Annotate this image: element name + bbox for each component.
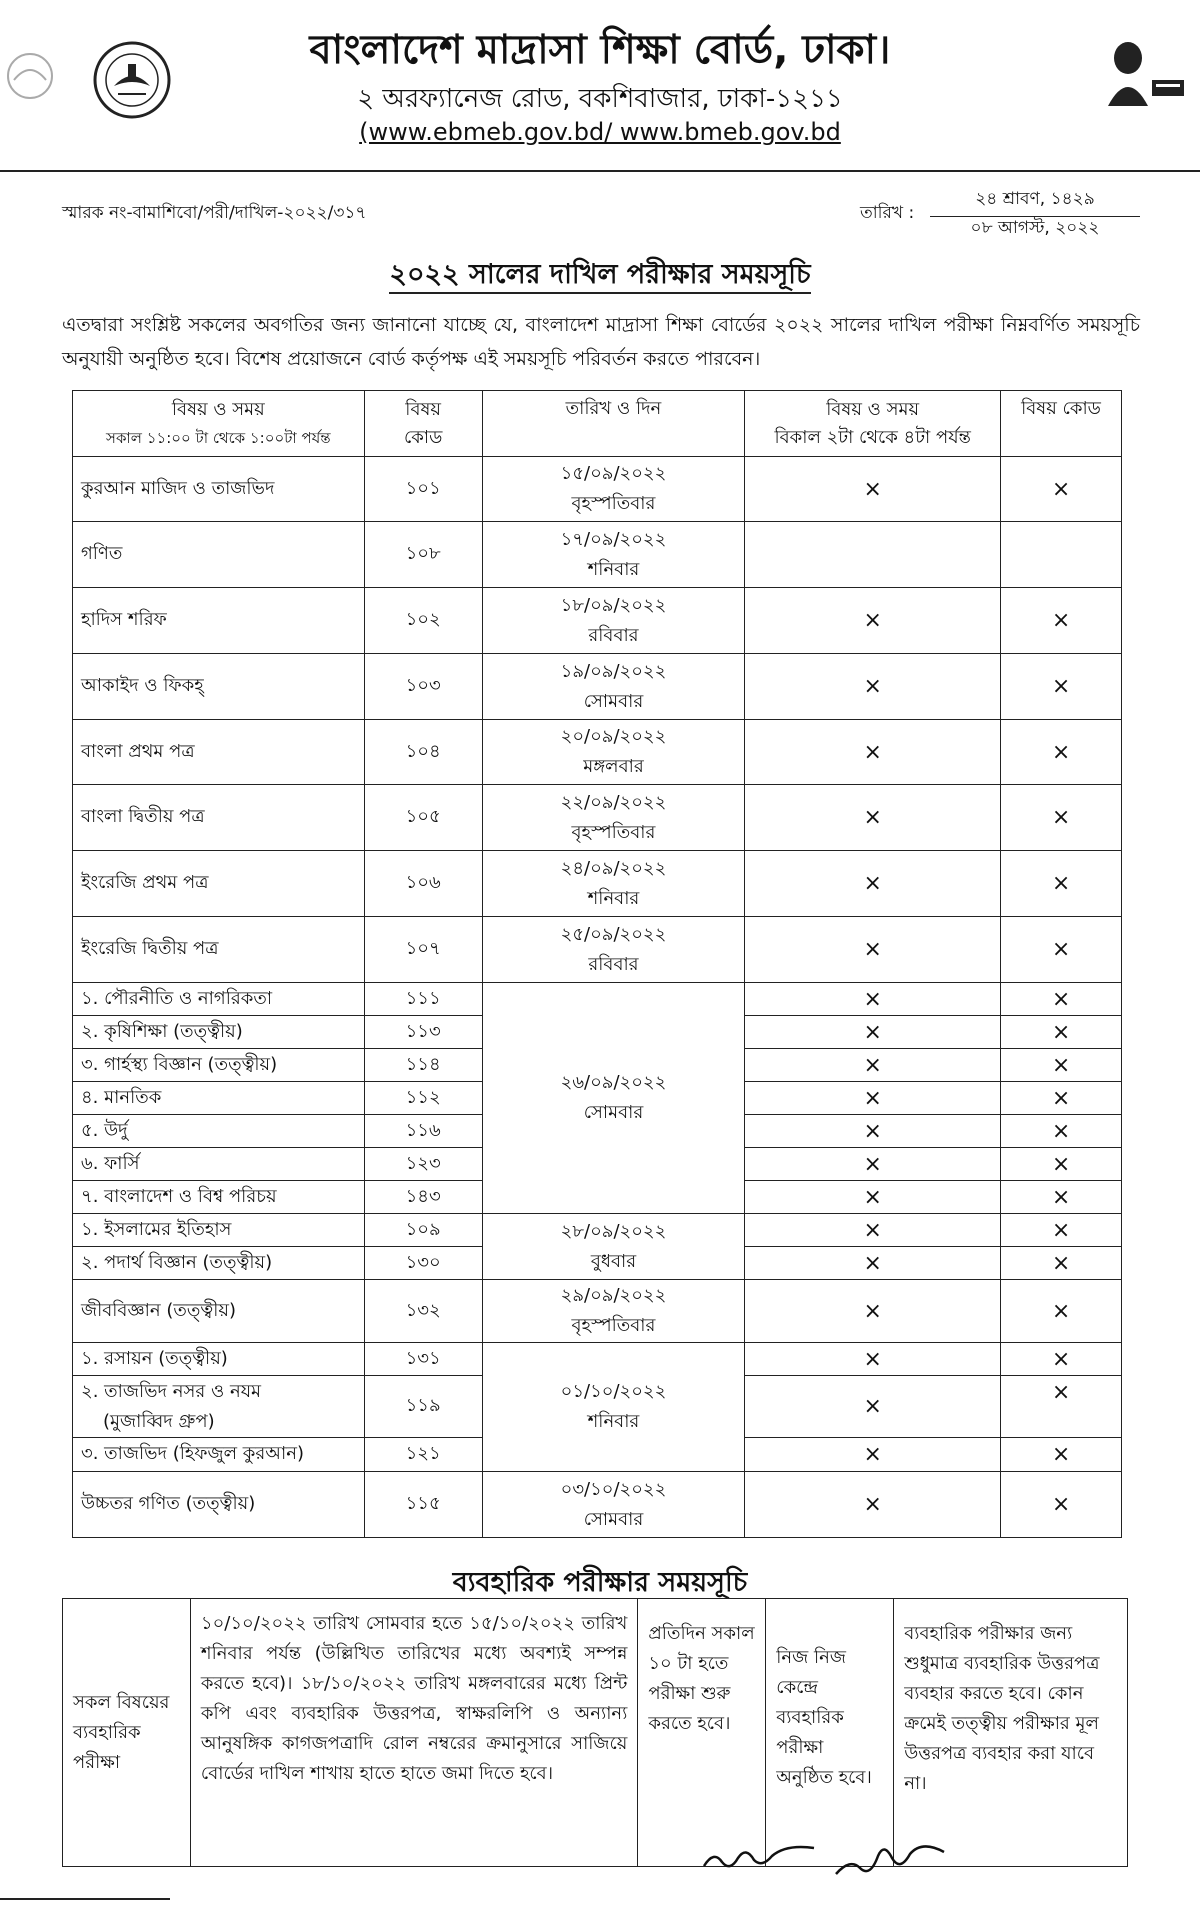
- afternoon-mark: ×: [745, 1082, 1001, 1115]
- header-date-day: তারিখ ও দিন: [482, 391, 745, 457]
- signature-1-icon: [700, 1838, 820, 1878]
- afternoon-code-mark: ×: [1001, 1148, 1122, 1181]
- table-row: [73, 785, 1122, 851]
- afternoon-mark: ×: [745, 720, 1001, 785]
- subject-cell: বাংলা প্রথম পত্র: [73, 720, 365, 785]
- subject-cell: আকাইদ ও ফিকহ্: [73, 654, 365, 720]
- afternoon-mark: ×: [745, 588, 1001, 654]
- header-divider: [0, 170, 1200, 172]
- subject-cell: ২. পদার্থ বিজ্ঞান (তত্ত্বীয়): [73, 1247, 365, 1280]
- date-cell: ২৪/০৯/২০২২ শনিবার: [482, 851, 745, 917]
- subject-cell: জীববিজ্ঞান (তত্ত্বীয়): [73, 1280, 365, 1343]
- code-cell: ১১৩: [364, 1016, 482, 1049]
- notice-title: ২০২২ সালের দাখিল পরীক্ষার সময়সূচি: [0, 254, 1200, 299]
- table-row: [73, 588, 1122, 654]
- practical-time: প্রতিদিন সকাল ১০ টা হতে পরীক্ষা শুরু করতে হবে।: [638, 1599, 766, 1867]
- table-row: [73, 851, 1122, 917]
- date-bangla: ২৪ শ্রাবণ, ১৪২৯: [930, 186, 1140, 217]
- afternoon-code-mark: ×: [1001, 457, 1122, 522]
- subject-cell: ৫. উর্দু: [73, 1115, 365, 1148]
- date-cell: ১৫/০৯/২০২২ বৃহস্পতিবার: [482, 457, 745, 522]
- exam-schedule-table: [72, 390, 1122, 1538]
- board-address: ২ অরফ্যানেজ রোড, বকশিবাজার, ঢাকা-১২১১: [357, 84, 843, 114]
- mujib-borsho-logo-icon: [1090, 38, 1190, 108]
- afternoon-mark: ×: [745, 1280, 1001, 1343]
- subject-cell: হাদিস শরিফ: [73, 588, 365, 654]
- afternoon-code-mark: ×: [1001, 1082, 1122, 1115]
- afternoon-mark: ×: [745, 654, 1001, 720]
- table-header-row: [73, 391, 1122, 457]
- subject-cell: ৭. বাংলাদেশ ও বিশ্ব পরিচয়: [73, 1181, 365, 1214]
- notice-intro: এতদ্বারা সংশ্লিষ্ট সকলের অবগতির জন্য জানানো যাচ্ছে যে, বাংলাদেশ মাদ্রাসা শিক্ষা বোর্ডের ২০২২ সালের দাখিল পরীক্ষা নিম্নবর্ণিত সময়সূচি অনুযায়ী অনুষ্ঠিত হবে। বিশেষ প্রয়োজনে বোর্ড কর্তৃপক্ষ এই সময়সূচি পরিবর্তন করতে পারবেন।: [62, 314, 1140, 370]
- practical-period: ১০/১০/২০২২ তারিখ সোমবার হতে ১৫/১০/২০২২ তারিখ শনিবার পর্যন্ত (উল্লিখিত তারিখের মধ্যে অবশ্যই সম্পন্ন করতে হবে)। ১৮/১০/২০২২ তারিখ মঙ্গলবারের মধ্যে প্রিন্ট কপি এবং ব্যবহারিক উত্তরপত্র, স্বাক্ষরলিপি ও অন্যান্য আনুষঙ্গিক কাগজপত্রাদি রোল নম্বরের ক্রমানুসারে সাজিয়ে বোর্ডের দাখিল শাখায় হাতে হাতে জমা দিতে হবে।: [190, 1599, 637, 1867]
- practical-title: ব্যবহারিক পরীক্ষার সময়সূচি: [452, 1567, 748, 1598]
- afternoon-mark: ×: [745, 1376, 1001, 1438]
- afternoon-mark: ×: [745, 1438, 1001, 1472]
- afternoon-code-empty: [1001, 522, 1122, 588]
- subject-cell: ৩. তাজভিদ (হিফজুল কুরআন): [73, 1438, 365, 1472]
- code-cell: ১১৯: [364, 1376, 482, 1438]
- afternoon-code-mark: ×: [1001, 851, 1122, 917]
- afternoon-mark: ×: [745, 1148, 1001, 1181]
- afternoon-code-mark: ×: [1001, 1049, 1122, 1082]
- subject-cell: ১. রসায়ন (তত্ত্বীয়): [73, 1343, 365, 1376]
- practical-schedule-table: [62, 1598, 1128, 1867]
- date-cell: ০৩/১০/২০২২ সোমবার: [482, 1472, 745, 1538]
- afternoon-code-mark: ×: [1001, 1472, 1122, 1538]
- afternoon-code-mark: ×: [1001, 1214, 1122, 1247]
- afternoon-mark: ×: [745, 785, 1001, 851]
- code-cell: ১৩২: [364, 1280, 482, 1343]
- code-cell: ১৩১: [364, 1343, 482, 1376]
- afternoon-code-mark: ×: [1001, 1181, 1122, 1214]
- subject-cell: ৩. গার্হস্থ্য বিজ্ঞান (তত্ত্বীয়): [73, 1049, 365, 1082]
- date-english: ০৮ আগস্ট, ২০২২: [970, 218, 1100, 238]
- code-cell: ১০১: [364, 457, 482, 522]
- code-cell: ১২৩: [364, 1148, 482, 1181]
- table-row: [73, 1280, 1122, 1343]
- date-cell: ২২/০৯/২০২২ বৃহস্পতিবার: [482, 785, 745, 851]
- practical-venue: নিজ নিজ কেন্দ্রে ব্যবহারিক পরীক্ষা অনুষ্ঠিত হবে।: [766, 1599, 894, 1867]
- code-cell: ১১৪: [364, 1049, 482, 1082]
- code-cell: ১০৩: [364, 654, 482, 720]
- table-row: [73, 1214, 1122, 1247]
- afternoon-code-mark: ×: [1001, 1247, 1122, 1280]
- afternoon-code-mark: ×: [1001, 1115, 1122, 1148]
- afternoon-code-mark: ×: [1001, 654, 1122, 720]
- subject-cell: ইংরেজি প্রথম পত্র: [73, 851, 365, 917]
- date-cell: ২৬/০৯/২০২২ সোমবার: [482, 983, 745, 1214]
- code-cell: ১০৬: [364, 851, 482, 917]
- afternoon-mark: ×: [745, 1016, 1001, 1049]
- afternoon-mark: ×: [745, 1181, 1001, 1214]
- afternoon-mark: ×: [745, 1247, 1001, 1280]
- date-cell: ২০/০৯/২০২২ মঙ্গলবার: [482, 720, 745, 785]
- website-link[interactable]: (www.ebmeb.gov.bd/ www.bmeb.gov.bd: [359, 118, 841, 146]
- code-cell: ১০৮: [364, 522, 482, 588]
- afternoon-empty: [745, 522, 1001, 588]
- header-code: বিষয় কোড: [364, 391, 482, 457]
- table-row: [73, 457, 1122, 522]
- table-row: [73, 983, 1122, 1016]
- afternoon-mark: ×: [745, 1214, 1001, 1247]
- afternoon-code-mark: ×: [1001, 1016, 1122, 1049]
- code-cell: ১৪৩: [364, 1181, 482, 1214]
- afternoon-mark: ×: [745, 1049, 1001, 1082]
- table-row: [73, 522, 1122, 588]
- code-cell: ১০৭: [364, 917, 482, 983]
- subject-cell: ১. পৌরনীতি ও নাগরিকতা: [73, 983, 365, 1016]
- date-cell: ১৯/০৯/২০২২ সোমবার: [482, 654, 745, 720]
- code-cell: ১০৯: [364, 1214, 482, 1247]
- table-row: [73, 1472, 1122, 1538]
- afternoon-code-mark: ×: [1001, 1343, 1122, 1376]
- date-cell: ১৭/০৯/২০২২ শনিবার: [482, 522, 745, 588]
- code-cell: ১১২: [364, 1082, 482, 1115]
- afternoon-code-mark: ×: [1001, 785, 1122, 851]
- header-afternoon-code: বিষয় কোড: [1001, 391, 1122, 457]
- afternoon-code-mark: ×: [1001, 588, 1122, 654]
- code-cell: ১৩০: [364, 1247, 482, 1280]
- code-cell: ১১৫: [364, 1472, 482, 1538]
- table-row: [73, 1343, 1122, 1376]
- date-label: তারিখ :: [860, 203, 915, 223]
- table-row: [63, 1599, 1128, 1867]
- afternoon-code-mark: ×: [1001, 1376, 1122, 1438]
- header-subject: বিষয় ও সময় সকাল ১১:০০ টা থেকে ১:০০টা পর্যন্ত: [73, 391, 365, 457]
- memo-reference: স্মারক নং-বামাশিবো/পরী/দাখিল-২০২২/৩১৭: [62, 203, 367, 223]
- subject-cell: ইংরেজি দ্বিতীয় পত্র: [73, 917, 365, 983]
- date-cell: ২৫/০৯/২০২২ রবিবার: [482, 917, 745, 983]
- table-row: [73, 654, 1122, 720]
- subject-cell: উচ্চতর গণিত (তত্ত্বীয়): [73, 1472, 365, 1538]
- afternoon-code-mark: ×: [1001, 1438, 1122, 1472]
- afternoon-code-mark: ×: [1001, 983, 1122, 1016]
- subject-cell: ২. কৃষিশিক্ষা (তত্ত্বীয়): [73, 1016, 365, 1049]
- practical-note: ব্যবহারিক পরীক্ষার জন্য শুধুমাত্র ব্যবহারিক উত্তরপত্র ব্যবহার করতে হবে। কোন ক্রমেই তত্ত্বীয় পরীক্ষার মূল উত্তরপত্র ব্যবহার করা যাবে না।: [894, 1599, 1128, 1867]
- board-website[interactable]: [0, 118, 1200, 146]
- code-cell: ১০৪: [364, 720, 482, 785]
- subject-cell: গণিত: [73, 522, 365, 588]
- code-cell: ১০৫: [364, 785, 482, 851]
- code-cell: ১০২: [364, 588, 482, 654]
- practical-label: সকল বিষয়ের ব্যবহারিক পরীক্ষা: [63, 1599, 191, 1867]
- header-afternoon-subject: বিষয় ও সময় বিকাল ২টা থেকে ৪টা পর্যন্ত: [745, 391, 1001, 457]
- afternoon-mark: ×: [745, 457, 1001, 522]
- board-title: বাংলাদেশ মাদ্রাসা শিক্ষা বোর্ড, ঢাকা।: [309, 27, 891, 73]
- code-cell: ১১৬: [364, 1115, 482, 1148]
- table-row: [73, 720, 1122, 785]
- afternoon-code-mark: ×: [1001, 720, 1122, 785]
- subject-cell: কুরআন মাজিদ ও তাজভিদ: [73, 457, 365, 522]
- afternoon-mark: ×: [745, 851, 1001, 917]
- date-cell: ১৮/০৯/২০২২ রবিবার: [482, 588, 745, 654]
- subject-cell: ৪. মানতিক: [73, 1082, 365, 1115]
- afternoon-mark: ×: [745, 1472, 1001, 1538]
- bottom-divider: [0, 1898, 170, 1900]
- afternoon-mark: ×: [745, 917, 1001, 983]
- date-cell: ০১/১০/২০২২ শনিবার: [482, 1343, 745, 1472]
- letterhead: [0, 0, 1200, 170]
- subject-cell: ৬. ফার্সি: [73, 1148, 365, 1181]
- afternoon-mark: ×: [745, 1343, 1001, 1376]
- date-cell: ২৯/০৯/২০২২ বৃহস্পতিবার: [482, 1280, 745, 1343]
- afternoon-code-mark: ×: [1001, 917, 1122, 983]
- subject-cell: ২. তাজভিদ নসর ও নযম (মুজাব্বিদ গ্রুপ): [73, 1376, 365, 1438]
- afternoon-mark: ×: [745, 983, 1001, 1016]
- subject-cell: বাংলা দ্বিতীয় পত্র: [73, 785, 365, 851]
- code-cell: ১২১: [364, 1438, 482, 1472]
- subject-cell: ১. ইসলামের ইতিহাস: [73, 1214, 365, 1247]
- date-cell: ২৮/০৯/২০২২ বুধবার: [482, 1214, 745, 1280]
- table-row: [73, 917, 1122, 983]
- afternoon-code-mark: ×: [1001, 1280, 1122, 1343]
- afternoon-mark: ×: [745, 1115, 1001, 1148]
- code-cell: ১১১: [364, 983, 482, 1016]
- signature-2-icon: [830, 1838, 950, 1882]
